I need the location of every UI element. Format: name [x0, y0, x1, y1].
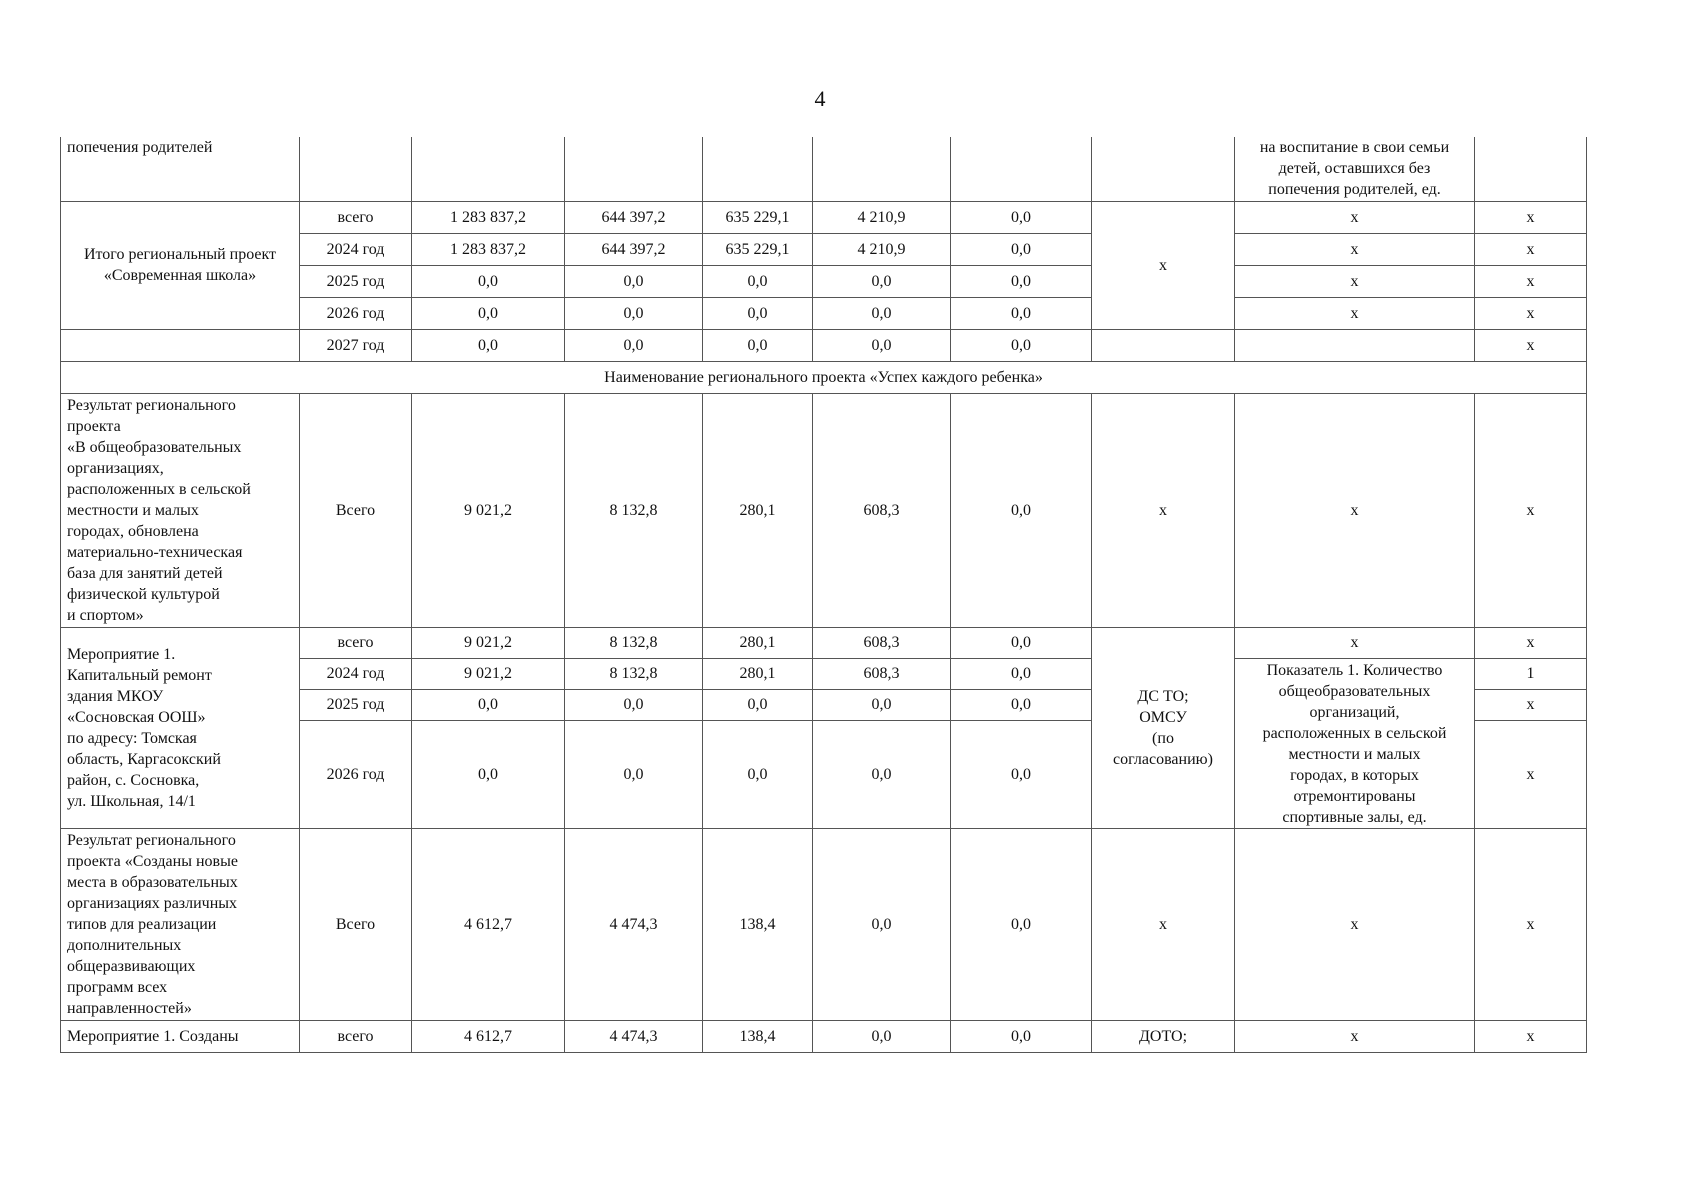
- event1-responsible: ДС ТО; ОМСУ (по согласованию): [1092, 627, 1235, 828]
- table-cell: [703, 137, 813, 201]
- table-cell: 2027 год: [300, 329, 412, 361]
- table-cell: 0,0: [703, 720, 813, 828]
- table-cell: х: [1475, 233, 1587, 265]
- event1-label: Мероприятие 1. Капитальный ремонт здания МКОУ «Сосновская ООШ» по адресу: Томская область, Каргасокский район, с. Сосновка, ул. Школьная, 14/1: [61, 627, 300, 828]
- table-cell: 2026 год: [300, 720, 412, 828]
- table-cell: х: [1235, 233, 1475, 265]
- table-cell: ДОТО;: [1092, 1020, 1235, 1052]
- table-cell: всего: [300, 627, 412, 658]
- table-cell: 644 397,2: [565, 233, 703, 265]
- table-cell: 4 474,3: [565, 1020, 703, 1052]
- table-cell: 0,0: [412, 689, 565, 720]
- table-cell: х: [1475, 265, 1587, 297]
- table-cell: 0,0: [412, 720, 565, 828]
- table-cell: 4 612,7: [412, 828, 565, 1020]
- fragment-indicator-cell: на воспитание в свои семьи детей, оставшихся без попечения родителей, ед.: [1235, 137, 1475, 201]
- table-cell: 635 229,1: [703, 233, 813, 265]
- table-cell: 0,0: [813, 689, 951, 720]
- table-cell: [412, 137, 565, 201]
- table-cell: 0,0: [951, 689, 1092, 720]
- table-cell: 0,0: [703, 689, 813, 720]
- table-cell: 644 397,2: [565, 201, 703, 233]
- table-cell: х: [1475, 1020, 1587, 1052]
- table-cell: 4 210,9: [813, 233, 951, 265]
- table-cell: 0,0: [813, 828, 951, 1020]
- table-cell: 4 210,9: [813, 201, 951, 233]
- total-label: Итого региональный проект «Современная школа»: [61, 201, 300, 329]
- table-cell: 608,3: [813, 658, 951, 689]
- table-cell: х: [1475, 828, 1587, 1020]
- table-cell: 8 132,8: [565, 393, 703, 627]
- table-cell: х: [1475, 297, 1587, 329]
- table-cell: х: [1235, 265, 1475, 297]
- table-cell: 4 474,3: [565, 828, 703, 1020]
- table-cell: 0,0: [703, 297, 813, 329]
- table-row: [61, 627, 1587, 658]
- table-cell: 0,0: [703, 265, 813, 297]
- table-cell: Всего: [300, 828, 412, 1020]
- fragment-name-cell: попечения родителей: [61, 137, 300, 201]
- table-cell: 2025 год: [300, 265, 412, 297]
- table-cell: [565, 137, 703, 201]
- page-number: 4: [814, 86, 826, 111]
- budget-table: [60, 137, 1587, 1053]
- table-cell: 280,1: [703, 658, 813, 689]
- table-cell: 0,0: [565, 720, 703, 828]
- table-cell: [1092, 329, 1235, 361]
- table-row: [61, 201, 1587, 233]
- table-row: [61, 828, 1587, 1020]
- table-cell: [300, 137, 412, 201]
- table-cell: 1 283 837,2: [412, 233, 565, 265]
- section-title: Наименование регионального проекта «Успех каждого ребенка»: [61, 361, 1587, 393]
- table-cell: 9 021,2: [412, 627, 565, 658]
- table-cell: 0,0: [951, 233, 1092, 265]
- table-cell: х: [1235, 297, 1475, 329]
- table-cell: 2024 год: [300, 233, 412, 265]
- table-cell: 608,3: [813, 393, 951, 627]
- section-header-row: [61, 361, 1587, 393]
- table-cell: 280,1: [703, 627, 813, 658]
- table-cell: 2026 год: [300, 297, 412, 329]
- table-cell: 0,0: [951, 297, 1092, 329]
- fragment-row: [61, 137, 1587, 201]
- table-cell: 138,4: [703, 1020, 813, 1052]
- table-cell: 0,0: [565, 265, 703, 297]
- table-cell: х: [1235, 393, 1475, 627]
- table-row: [61, 329, 1587, 361]
- table-cell: х: [1475, 720, 1587, 828]
- table-cell: 0,0: [813, 720, 951, 828]
- table-cell: х: [1475, 201, 1587, 233]
- table-cell: 8 132,8: [565, 627, 703, 658]
- table-cell: 0,0: [813, 297, 951, 329]
- table-cell: х: [1092, 393, 1235, 627]
- table-cell: 0,0: [813, 265, 951, 297]
- table-cell: 4 612,7: [412, 1020, 565, 1052]
- table-cell: всего: [300, 201, 412, 233]
- table-cell: х: [1235, 627, 1475, 658]
- table-cell: [61, 329, 300, 361]
- table-cell: х: [1235, 828, 1475, 1020]
- table-cell: х: [1475, 627, 1587, 658]
- table-cell: 0,0: [951, 201, 1092, 233]
- table-row: [61, 1020, 1587, 1052]
- table-cell: 0,0: [412, 297, 565, 329]
- table-cell: [1475, 137, 1587, 201]
- table-row: [61, 393, 1587, 627]
- table-cell: 608,3: [813, 627, 951, 658]
- table-cell: 138,4: [703, 828, 813, 1020]
- table-cell: 0,0: [951, 329, 1092, 361]
- table-cell: [813, 137, 951, 201]
- table-cell: 0,0: [951, 265, 1092, 297]
- table-cell: 1 283 837,2: [412, 201, 565, 233]
- table-cell: 0,0: [565, 689, 703, 720]
- table-cell: х: [1235, 1020, 1475, 1052]
- table-cell: 1: [1475, 658, 1587, 689]
- result2-label: Результат регионального проекта «Созданы новые места в образовательных организациях различных типов для реализации дополнительных общеразвивающих программ всех направленностей»: [61, 828, 300, 1020]
- table-cell: 0,0: [813, 329, 951, 361]
- table-cell: [1235, 329, 1475, 361]
- total-responsible: х: [1092, 201, 1235, 329]
- table-cell: 0,0: [951, 1020, 1092, 1052]
- table-cell: [1092, 137, 1235, 201]
- table-cell: 280,1: [703, 393, 813, 627]
- table-cell: 8 132,8: [565, 658, 703, 689]
- table-cell: [951, 137, 1092, 201]
- table-cell: 9 021,2: [412, 393, 565, 627]
- table-cell: 0,0: [813, 1020, 951, 1052]
- table-cell: 0,0: [412, 329, 565, 361]
- table-cell: 0,0: [951, 828, 1092, 1020]
- table-cell: 0,0: [951, 627, 1092, 658]
- table-cell: Всего: [300, 393, 412, 627]
- table-cell: 0,0: [951, 658, 1092, 689]
- table-cell: 0,0: [951, 720, 1092, 828]
- table-cell: всего: [300, 1020, 412, 1052]
- table-cell: 2025 год: [300, 689, 412, 720]
- table-cell: 9 021,2: [412, 658, 565, 689]
- table-cell: х: [1475, 329, 1587, 361]
- table-cell: х: [1235, 201, 1475, 233]
- table-cell: 635 229,1: [703, 201, 813, 233]
- table-cell: 0,0: [565, 297, 703, 329]
- event1-indicator: Показатель 1. Количество общеобразовательных организаций, расположенных в сельской местности и малых городах, в которых отремонтированы спортивные залы, ед.: [1235, 658, 1475, 828]
- table-cell: 2024 год: [300, 658, 412, 689]
- table-cell: 0,0: [703, 329, 813, 361]
- table-cell: х: [1092, 828, 1235, 1020]
- table-cell: 0,0: [565, 329, 703, 361]
- result1-label: Результат регионального проекта «В общеобразовательных организациях, расположенных в сельской местности и малых городах, обновлена материально-техническая база для занятий детей физической культурой и спортом»: [61, 393, 300, 627]
- event2-label: Мероприятие 1. Созданы: [61, 1020, 300, 1052]
- table-cell: 0,0: [412, 265, 565, 297]
- table-cell: х: [1475, 393, 1587, 627]
- table-cell: х: [1475, 689, 1587, 720]
- table-cell: 0,0: [951, 393, 1092, 627]
